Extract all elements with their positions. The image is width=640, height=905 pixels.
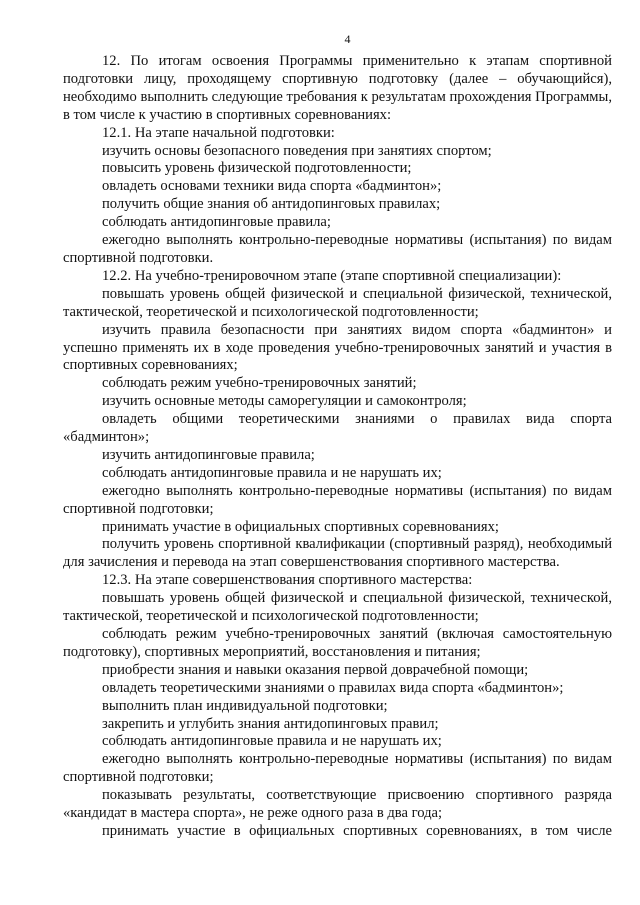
paragraph: повышать уровень общей физической и специальной физической, технической, тактической, теоретической и психологической подготовленности; [63, 285, 612, 320]
paragraph: получить уровень спортивной квалификации (спортивный разряд), необходимый для зачисления и перевода на этап совершенствования спортивного мастерства. [63, 536, 612, 571]
paragraph: повышать уровень общей физической и специальной физической, технической, тактической, теоретической и психологической подготовленности; [63, 590, 612, 625]
paragraph: ежегодно выполнять контрольно-переводные нормативы (испытания) по видам спортивной подготовки; [63, 751, 612, 786]
paragraph: соблюдать режим учебно-тренировочных занятий (включая самостоятельную подготовку), спортивных мероприятий, восстановления и питания; [63, 626, 612, 660]
paragraph: 12. По итогам освоения Программы применительно к этапам спортивной подготовки лицу, проходящему спортивную подготовку (далее – обучающийся), необходимо выполнить следующие требования к результатам прохождения Программы, в том числе к участию в спортивных соревнованиях: [63, 53, 612, 123]
paragraph: соблюдать антидопинговые правила; [102, 214, 331, 231]
page-number: 4 [344, 32, 351, 46]
paragraph: 12.2. На учебно-тренировочном этапе (этапе спортивной специализации): [102, 267, 562, 284]
paragraph: показывать результаты, соответствующие присвоению спортивного разряда «кандидат в мастера спорта», не реже одного раза в два года; [63, 787, 612, 822]
paragraph: соблюдать режим учебно-тренировочных занятий; [102, 375, 417, 392]
paragraph: 12.3. На этапе совершенствования спортивного мастерства: [102, 572, 473, 589]
paragraph: изучить основные методы саморегуляции и самоконтроля; [102, 393, 467, 410]
paragraph: соблюдать антидопинговые правила и не нарушать их; [102, 733, 442, 750]
paragraph: принимать участие в официальных спортивных соревнованиях, в том числе [102, 822, 612, 839]
paragraph: изучить правила безопасности при занятиях видом спорта «бадминтон» и успешно применять их в ходе проведения учебно-тренировочных занятий и участия в спортивных соревнованиях; [63, 321, 612, 374]
paragraph: овладеть общими теоретическими знаниями о правилах вида спорта «бадминтон»; [63, 411, 612, 446]
paragraph: выполнить план индивидуальной подготовки; [102, 697, 388, 714]
paragraph: закрепить и углубить знания антидопинговых правил; [102, 715, 439, 732]
paragraph: принимать участие в официальных спортивных соревнованиях; [102, 518, 499, 535]
paragraph: ежегодно выполнять контрольно-переводные нормативы (испытания) по видам спортивной подготовки. [63, 232, 612, 266]
document-body [63, 53, 612, 841]
paragraph: получить общие знания об антидопинговых правилах; [102, 196, 441, 213]
paragraph: 12.1. На этапе начальной подготовки: [102, 124, 335, 141]
paragraph: изучить антидопинговые правила; [102, 446, 315, 463]
paragraph: соблюдать антидопинговые правила и не нарушать их; [102, 464, 442, 481]
paragraph: овладеть теоретическими знаниями о правилах вида спорта «бадминтон»; [102, 679, 564, 696]
paragraph: ежегодно выполнять контрольно-переводные нормативы (испытания) по видам спортивной подготовки; [63, 482, 612, 517]
paragraph: приобрести знания и навыки оказания первой доврачебной помощи; [102, 661, 529, 678]
paragraph: повысить уровень физической подготовленности; [102, 160, 412, 177]
paragraph: овладеть основами техники вида спорта «бадминтон»; [102, 178, 442, 195]
paragraph: изучить основы безопасного поведения при занятиях спортом; [102, 142, 492, 159]
